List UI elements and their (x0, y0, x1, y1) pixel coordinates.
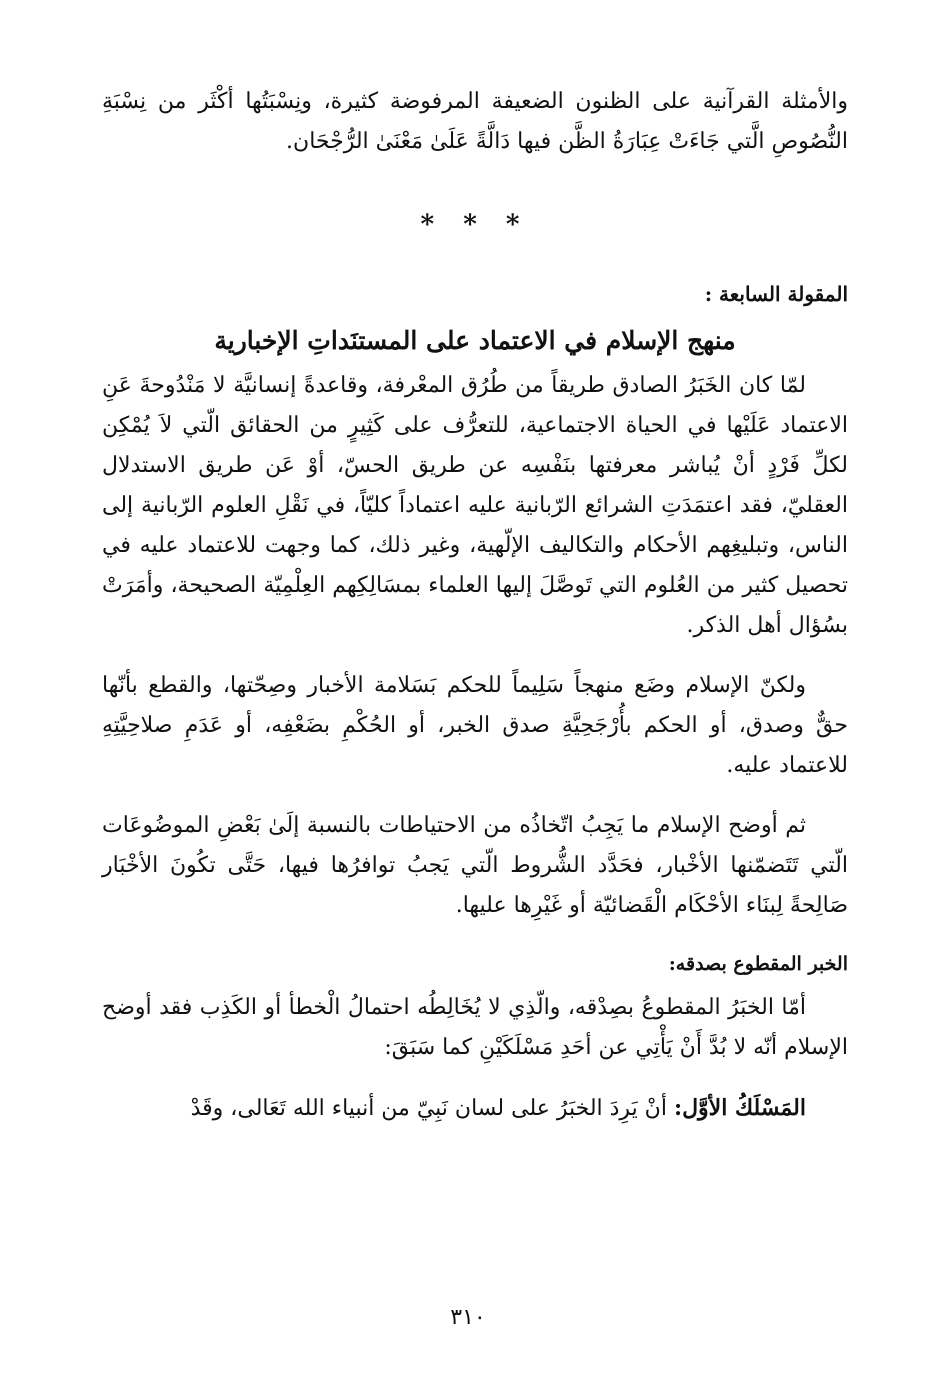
intro-paragraph: والأمثلة القرآنية على الظنون الضعيفة المرفوضة كثيرة، ونِسْبَتُها أكْثَر من نِسْبَةِ النُّصُوصِ الَّتي جَاءَتْ عِبَارَةُ الظَّن فيها دَالَّةً عَلَىٰ مَعْنَىٰ الرُّجْحَان. (102, 89, 848, 154)
section-label: المقولة السابعة : (704, 282, 848, 306)
chapter-title: منهج الإسلام في الاعتماد على المستنَداتِ الإخبارية (214, 326, 736, 355)
first-path-label: المَسْلَكُ الأوَّل: (673, 1095, 806, 1121)
first-path-paragraph (102, 1088, 848, 1129)
section-paragraph: أمّا الخبَرُ المقطوعُ بصِدْقه، والّذِي لا يُخَالِطُه احتمالُ الْخطأ أو الكَذِب فقد أوضح الإسلام أنّه لا بُدَّ أَنْ يَأْتِي عن أحَدِ مَسْلَكَيْنِ كما سَبَقَ: (102, 995, 848, 1060)
body-paragraph-2: ولكنّ الإسلام وضَع منهجاً سَلِيماً للحكم بَسَلامة الأخبار وصِحّتها، والقطع بأنّها حقٌّ وصدق، أو الحكم بأُرْجَحِيَّةِ صدق الخبر، أو الحُكْمِ بضَعْفِه، أو عَدَمِ صلاحِيَّتِهِ للاعتماد عليه. (102, 673, 848, 778)
section-separator: * * * (420, 210, 530, 240)
first-path-text: أنْ يَرِدَ الخبَرُ على لسان نَبِيّ من أنبياء الله تَعَالى، وقَدْ (190, 1096, 674, 1121)
section-heading: الخبر المقطوع بصدقه: (668, 953, 848, 975)
body-paragraph-1: لمّا كان الخَبَرُ الصادق طريقاً من طُرُق المعْرفة، وقاعدةً إنسانيَّة لا مَنْدُوحةَ عَنِ الاعتماد عَلَيْها في الحياة الاجتماعية، للتعرُّف على كَثِيرٍ من الحقائق الّتي لاَ يُمْكِن لكلِّ فَرْدٍ أنْ يُباشر معرفتها بنَفْسِه عن طريق الحسّ، أوْ عَن طريق الاستدلال العقليّ، فقد اعتمَدَتِ الشرائع الرّبانية عليه اعتماداً كليّاً، في نَقْلِ العلوم الرّبانية إلى الناس، وتبليغِهم الأحكام والتكاليف الإلّهية، وغير ذلك، كما وجهت للاعتماد عليه في تحصيل كثير من العُلوم التي تَوصَّلَ إليها العلماء بمسَالِكِهم العِلْمِيّة الصحيحة، وأمَرَتْ بسُؤال أهل الذكر. (102, 373, 848, 638)
page-number: ٣١٠ (450, 1305, 486, 1330)
body-paragraph-3: ثم أوضح الإسلام ما يَجِبُ اتّخاذُه من الاحتياطات بالنسبة إلَىٰ بَعْضِ الموضُوعَات الّتي تَتَضمّنها الأخْبار، فحَدَّد الشُّروط الّتي يَجبُ توافرُها فيها، حَتَّى تكُونَ الأخْبَار صَالِحةً لِبنَاء الأحْكَام الْقَضائيّة أو غَيْرِها عليها. (102, 813, 848, 918)
